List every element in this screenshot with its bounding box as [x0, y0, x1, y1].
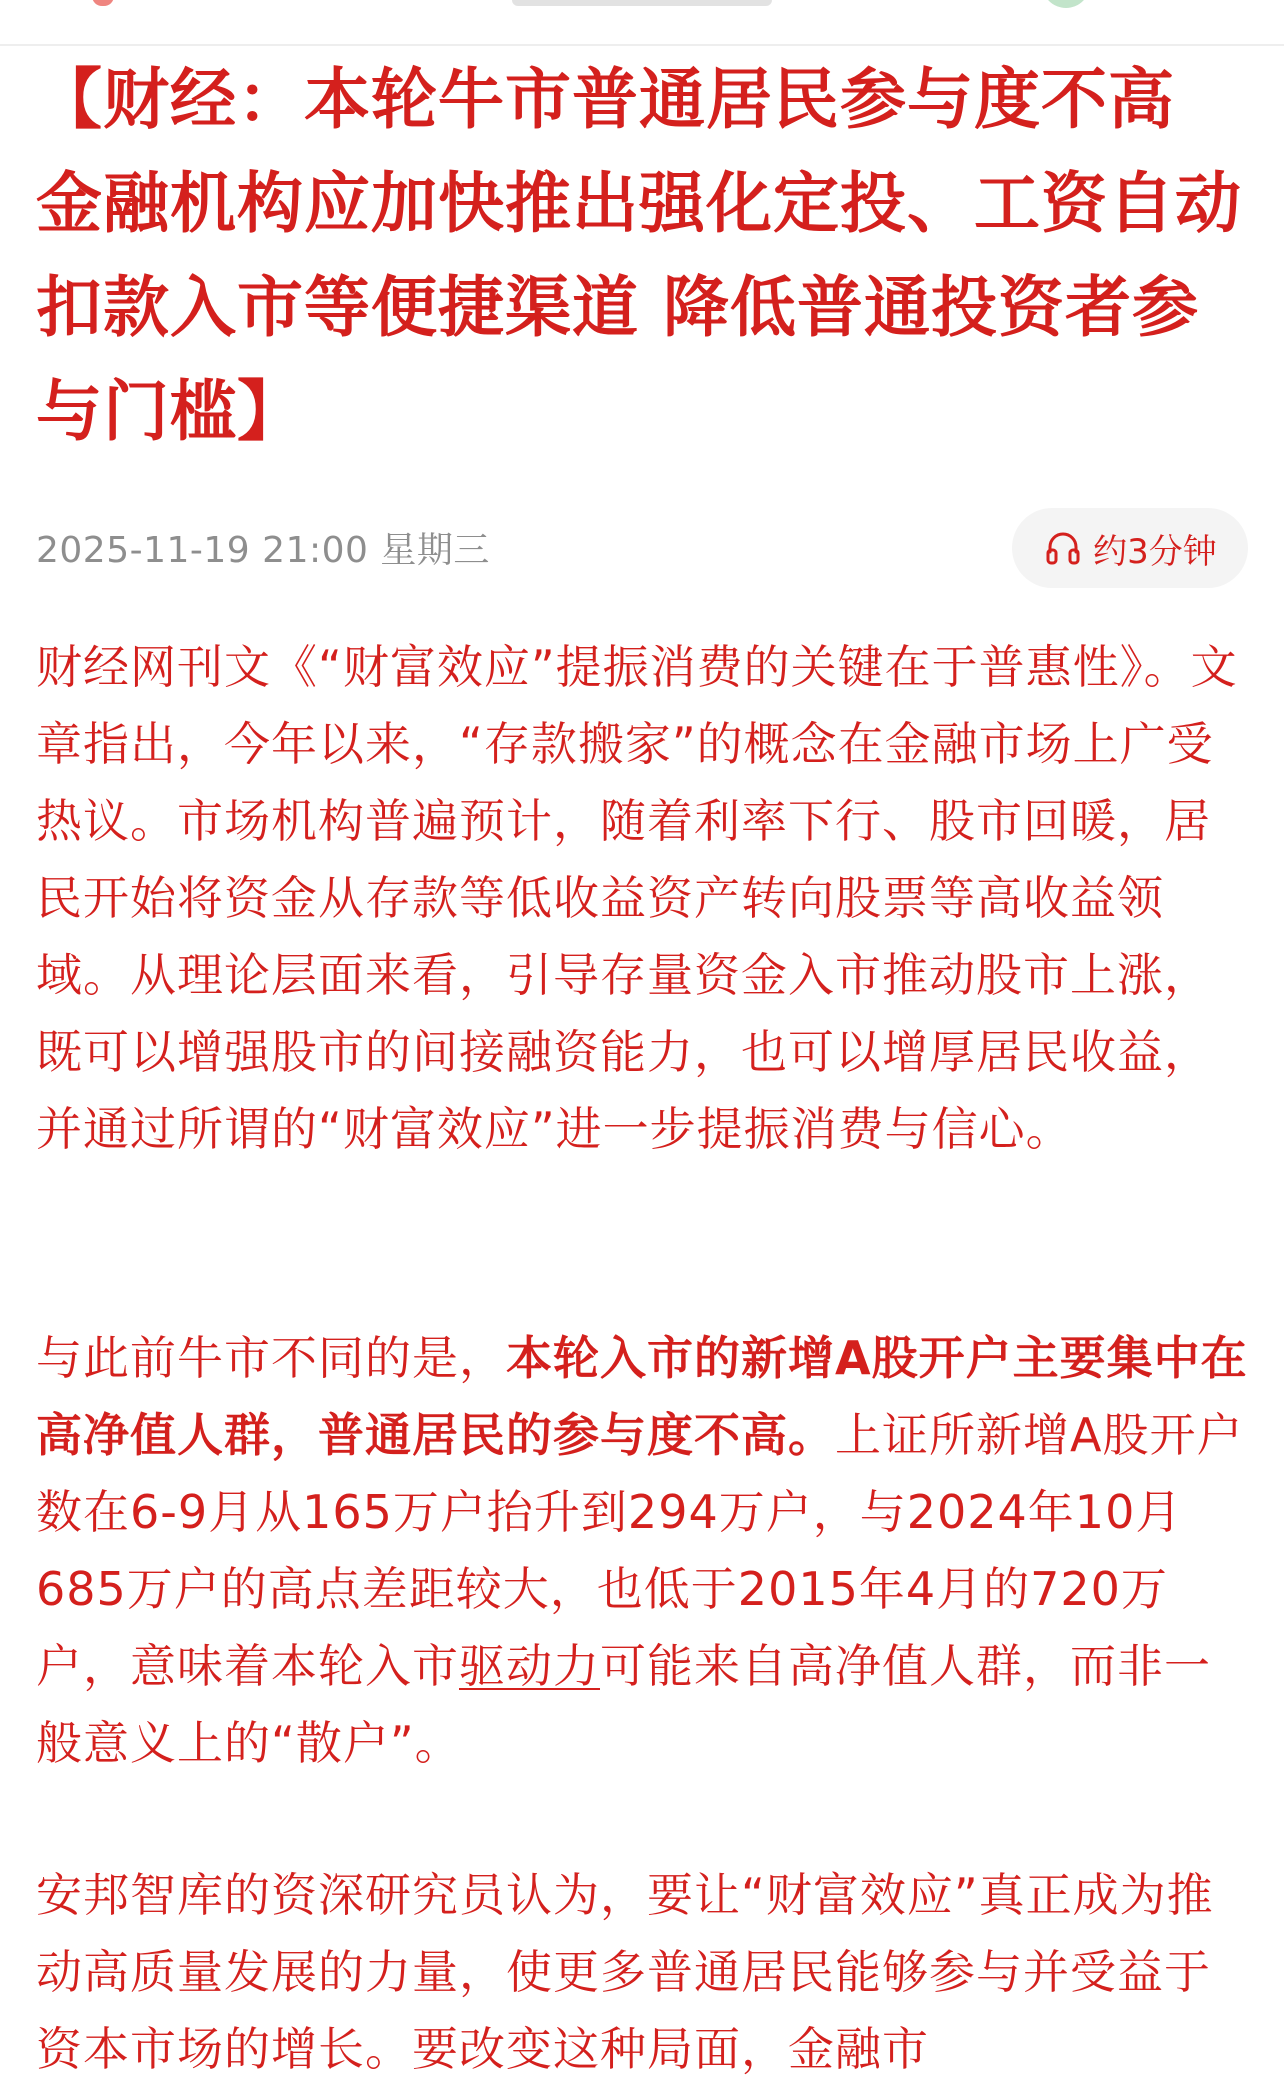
- listen-button[interactable]: [1012, 508, 1248, 588]
- nav-icon-fragment-left: [92, 0, 114, 6]
- paragraph-2-lead: 与此前牛市不同的是，: [36, 1331, 506, 1385]
- article-paragraph-1: 财经网刊文《“财富效应”提振消费的关键在于普惠性》。文章指出，今年以来，“存款搬家”的概念在金融市场上广受热议。市场机构普遍预计，随着利率下行、股市回暖，居民开始将资金从存款等低收益资产转向股票等高收益领域。从理论层面来看，引导存量资金入市推动股市上涨，既可以增强股市的间接融资能力，也可以增厚居民收益，并通过所谓的“财富效应”进一步提振消费与信心。: [36, 640, 1238, 1156]
- headphones-icon: [1043, 528, 1083, 568]
- article-paragraph-2: [36, 1320, 1248, 1782]
- publish-date: 2025-11-19 21:00 星期三: [36, 530, 490, 571]
- listen-duration-label: 约3分钟: [1093, 531, 1217, 572]
- nav-title-fragment: [512, 0, 772, 6]
- paragraph-2-middle: 上证所新增A股开户数在6-9月从165万户抬升到294万户，与2024年10月685万户的高点差距较大，也低于2015年4月的720万户，意味着本轮入市: [36, 1408, 1244, 1693]
- article-headline: 【财经：本轮牛市普通居民参与度不高 金融机构应加快推出强化定投、工资自动扣款入市等便捷渠道 降低普通投资者参与门槛】: [36, 61, 1242, 450]
- article-paragraph-3: 安邦智库的资深研究员认为，要让“财富效应”真正成为推动高质量发展的力量，使更多普通居民能够参与并受益于资本市场的增长。要改变这种局面，金融市: [36, 1868, 1214, 2076]
- term-link-driving-force[interactable]: 驱动力: [459, 1639, 600, 1693]
- article-meta-row: [36, 508, 1248, 572]
- paragraph-2-tail: 可能来自高净值人群，而非一般意义上的“散户”。: [36, 1639, 1211, 1770]
- nav-icon-fragment-right: [1042, 0, 1090, 8]
- top-nav-bar-cropped: [0, 0, 1284, 46]
- paragraph-2-highlight: 本轮入市的新增A股开户主要集中在高净值人群，普通居民的参与度不高。: [36, 1331, 1248, 1462]
